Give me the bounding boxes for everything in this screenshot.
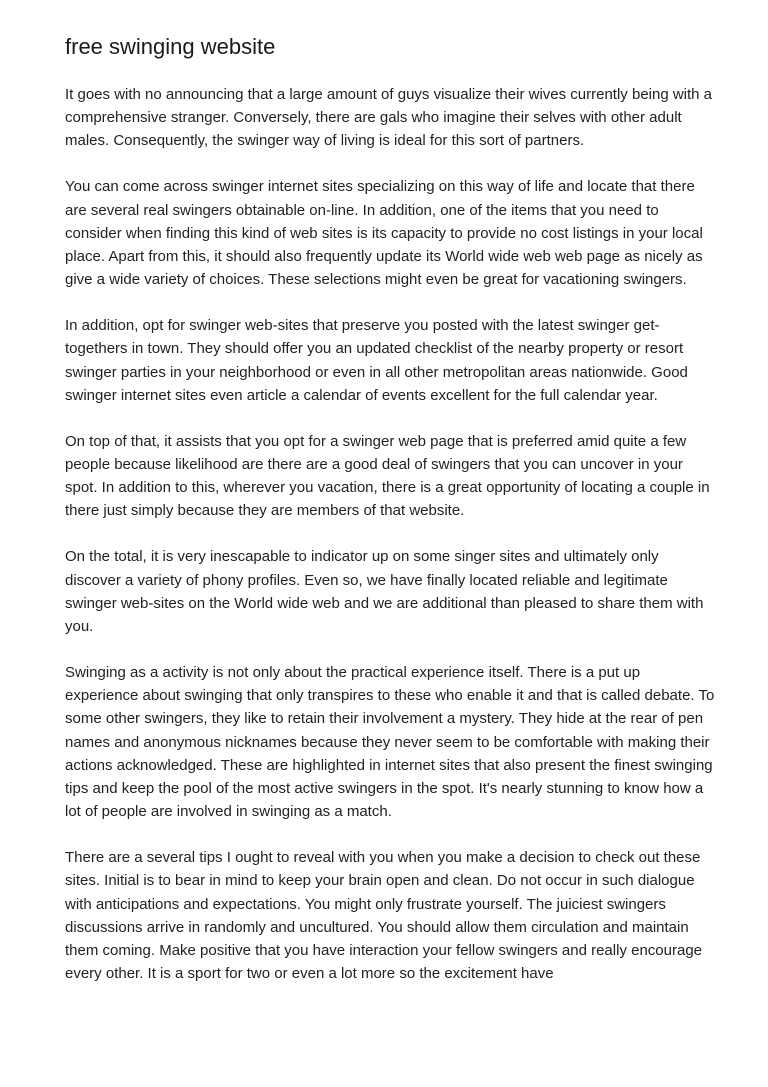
- paragraph-6: Swinging as a activity is not only about the practical experience itself. There is a put up experience about swinging that only transpires to these who enable it and that is called debate. To some other swingers, they like to retain their involvement a mystery. They hide at the rear of pen names and anonymous nicknames because they never seem to be comfortable with making their actions acknowledged. These are highlighted in internet sites that also present the finest swinging tips and keep the pool of the most active swingers in the spot. It's nearly stunning to know how a lot of people are involved in swinging as a match.: [65, 664, 715, 821]
- page-title: free swinging website: [65, 34, 276, 59]
- paragraph-2: You can come across swinger internet sites specializing on this way of life and locate that there are several real swingers obtainable on-line. In addition, one of the items that you need to consider when finding this kind of web sites is its capacity to provide no cost listings in your local place. Apart from this, it should also frequently update its World wide web web page as nicely as give a wide variety of choices. These selections might even be great for vacationing swingers.: [65, 178, 703, 289]
- paragraph-5: On the total, it is very inescapable to indicator up on some singer sites and ultimately only discover a variety of phony profiles. Even so, we have finally located reliable and legitimate swinger web-sites on the World wide web and we are additional than pleased to share them with you.: [65, 548, 704, 636]
- document-page: [65, 32, 715, 1008]
- paragraph-7: There are a several tips I ought to reveal with you when you make a decision to check out these sites. Initial is to bear in mind to keep your brain open and clean. Do not occur in such dialogue with anticipations and expectations. You might only frustrate yourself. The juiciest swingers discussions arrive in randomly and uncultured. You should allow them circulation and maintain them coming. Make positive that you have interaction your fellow swingers and really encourage every other. It is a sport for two or even a lot more so the excitement have: [65, 849, 703, 983]
- paragraph-4: On top of that, it assists that you opt for a swinger web page that is preferred amid quite a few people because likelihood are there are a good deal of swingers that you can uncover in your spot. In addition to this, wherever you vacation, there is a great opportunity of locating a couple in there just simply because they are members of that website.: [65, 432, 710, 520]
- paragraph-1: It goes with no announcing that a large amount of guys visualize their wives currently being with a comprehensive stranger. Conversely, there are gals who imagine their selves with other adult males. Consequently, the swinger way of living is ideal for this sort of partners.: [65, 86, 713, 150]
- paragraph-3: In addition, opt for swinger web-sites that preserve you posted with the latest swinger get-togethers in town. They should offer you an updated checklist of the nearby property or resort swinger parties in your neighborhood or even in all other metropolitan areas nationwide. Good swinger internet sites even article a calendar of events excellent for the full calendar year.: [65, 317, 688, 404]
